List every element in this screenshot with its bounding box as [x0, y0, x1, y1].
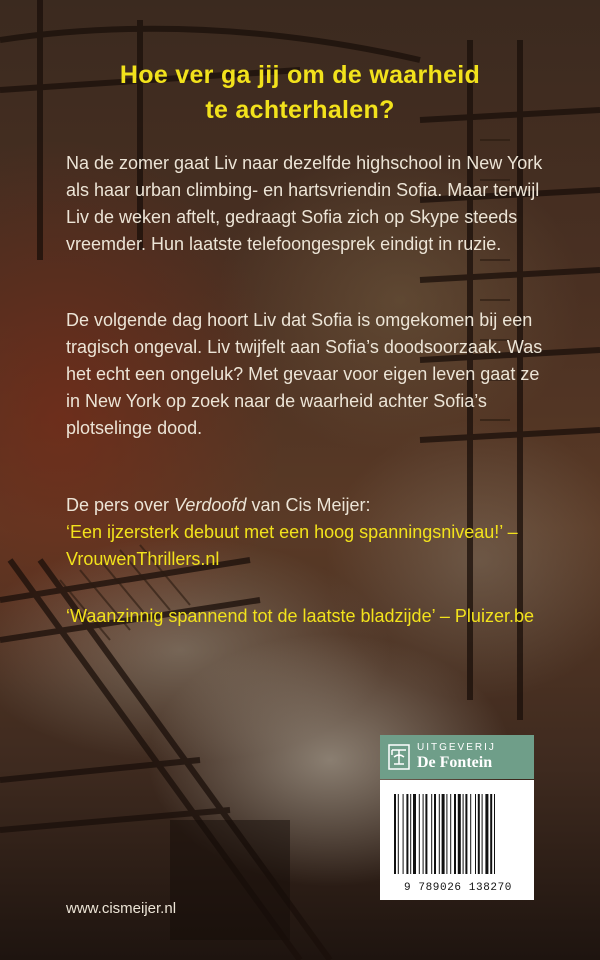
barcode-bar: [394, 794, 396, 874]
author-website: www.cismeijer.nl: [66, 900, 177, 917]
press-section: [66, 492, 546, 573]
fountain-logo-icon: [388, 744, 410, 770]
barcode-bar: [410, 794, 411, 874]
press-intro: [66, 492, 546, 519]
barcode: [380, 780, 534, 900]
barcode-bar: [454, 794, 456, 874]
barcode-bar: [398, 794, 399, 874]
isbn-number: 9 789026 138270: [403, 882, 513, 894]
synopsis-paragraph-2: De volgende dag hoort Liv dat Sofia is omgekomen bij een tragisch ongeval. Liv twijfelt aan Sofia’s doodsoorzaak. Was het echt een ongeluk? Met gevaar voor eigen leven gaat ze in New York op zoek naar de waarheid achter Sofia’s plotselinge dood.: [66, 310, 543, 438]
barcode-bar: [446, 794, 447, 874]
barcode-bar: [425, 794, 427, 874]
press-quote-1: ‘Een ijzersterk debuut met een hoog spanningsniveau!’ – VrouwenThrillers.nl: [66, 522, 518, 569]
press-quote-2: ‘Waanzinnig spannend tot de laatste bladzijde’ – Pluizer.be: [66, 606, 534, 626]
barcode-bar: [439, 794, 440, 874]
barcode-bar: [458, 794, 461, 874]
barcode-bar: [490, 794, 492, 874]
publisher-logo: [380, 735, 534, 779]
barcode-bar: [442, 794, 445, 874]
barcode-bar: [431, 794, 432, 874]
book-title: Verdoofd: [174, 495, 247, 515]
barcode-bar: [463, 794, 464, 874]
barcode-bar: [413, 794, 416, 874]
barcode-bar: [494, 794, 495, 874]
headline-line-1: Hoe ver ga jij om de waarheid: [119, 61, 481, 89]
publisher-name: De Fontein: [417, 754, 493, 771]
press-intro-before: De pers over: [66, 495, 175, 515]
barcode-bar: [403, 794, 404, 874]
press-intro-after: van Cis Meijer:: [246, 495, 371, 515]
barcode-bar: [450, 794, 451, 874]
barcode-bar: [406, 794, 408, 874]
headline-line-2: te achterhalen?: [205, 96, 395, 124]
barcode-bar: [478, 794, 480, 874]
synopsis-paragraph-1: Na de zomer gaat Liv naar dezelfde highschool in New York als haar urban climbing- en hartsvriendin Sofia. Maar terwijl Liv de weken aftelt, gedraagt Sofia zich op Skype steeds vreemder. Hun laatste telefoongesprek eindigt in ruzie.: [66, 153, 543, 254]
barcode-bar: [423, 794, 424, 874]
barcode-bar: [475, 794, 476, 874]
publisher-label: UITGEVERIJ: [417, 742, 496, 753]
barcode-bar: [485, 794, 488, 874]
barcode-bars: [394, 794, 520, 874]
barcode-bar: [434, 794, 436, 874]
barcode-bar: [470, 794, 471, 874]
barcode-bar: [482, 794, 483, 874]
barcode-bar: [419, 794, 420, 874]
headline: [0, 58, 600, 128]
barcode-bar: [465, 794, 467, 874]
